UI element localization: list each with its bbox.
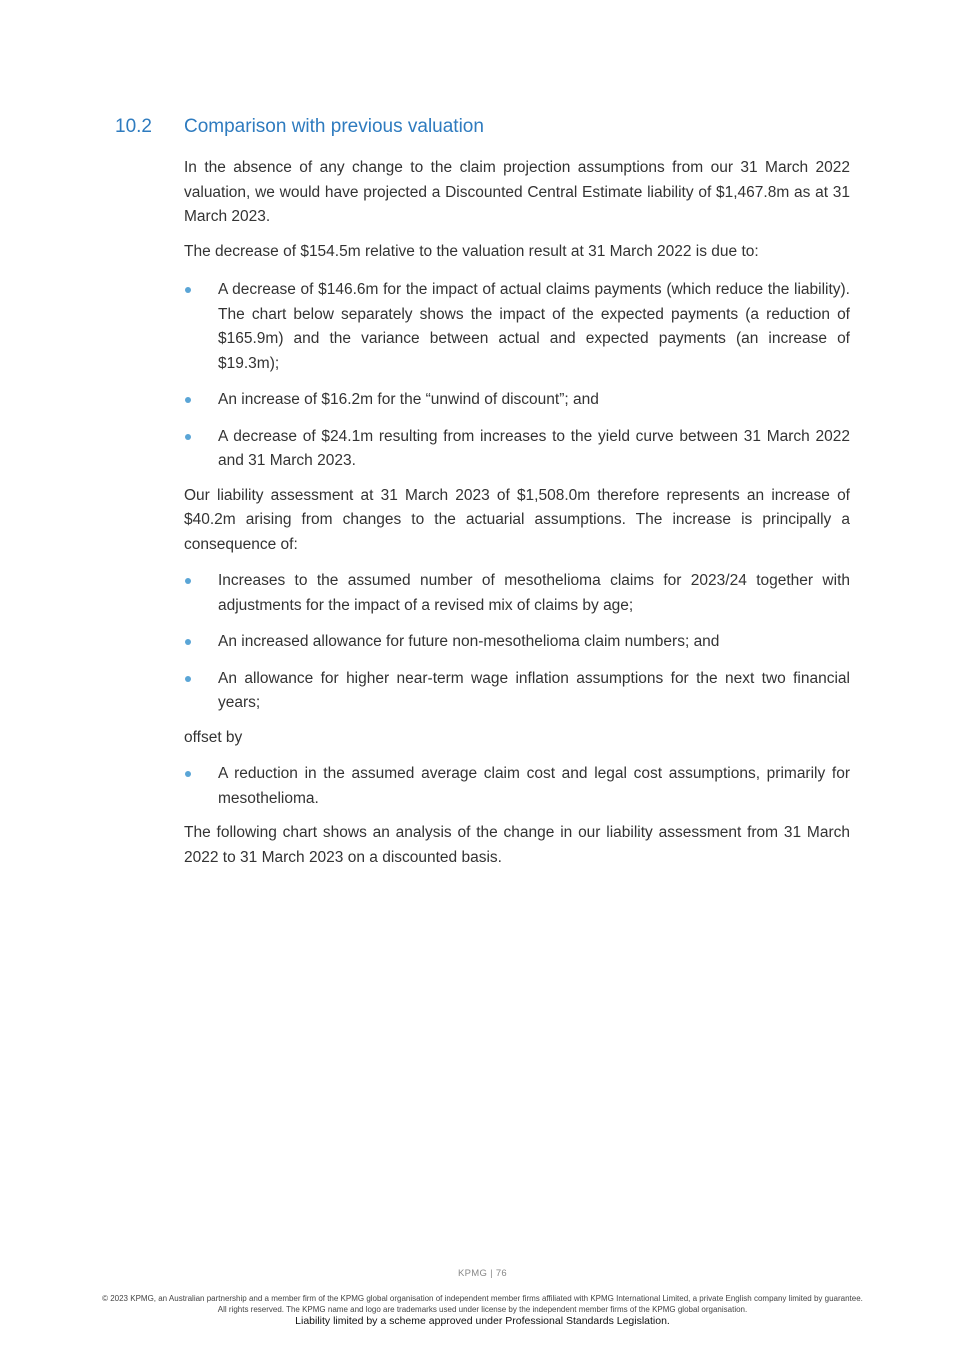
paragraph-liability-assessment: Our liability assessment at 31 March 2023 of $1,508.0m therefore represents an increase of $40.2m arising from changes to the actuarial assumptions. The increase is principally a consequence of:: [184, 486, 850, 553]
bullet-icon: [185, 287, 191, 293]
bullet-icon: [185, 639, 191, 645]
list-item: [184, 667, 850, 716]
list-item: [184, 278, 850, 376]
list-item-text: A decrease of $146.6m for the impact of actual claims payments (which reduce the liability). The chart below separately shows the impact of the expected payments (a reduction of $165.9m) and the variance between actual and expected payments (an increase of $19.3m);: [218, 281, 850, 372]
list-item-text: An allowance for higher near-term wage inflation assumptions for the next two financial years;: [218, 669, 850, 711]
footer-liability: Liability limited by a scheme approved under Professional Standards Legislation.: [295, 1315, 670, 1327]
decrease-bullet-list: [184, 278, 850, 474]
bullet-icon: [185, 771, 191, 777]
list-item-text: A decrease of $24.1m resulting from increases to the yield curve between 31 March 2022 and 31 March 2023.: [218, 427, 850, 469]
list-item: [184, 569, 850, 618]
bullet-icon: [185, 434, 191, 440]
bullet-icon: [185, 676, 191, 682]
list-item: [184, 630, 850, 655]
list-item-text: Increases to the assumed number of mesothelioma claims for 2023/24 together with adjustments for the impact of a revised mix of claims by age;: [218, 572, 850, 614]
paragraph-decrease-intro: The decrease of $154.5m relative to the valuation result at 31 March 2022 is due to:: [184, 242, 759, 260]
paragraph-chart-intro: The following chart shows an analysis of the change in our liability assessment from 31 March 2022 to 31 March 2023 on a discounted basis.: [184, 824, 850, 866]
paragraph-projected-liability: In the absence of any change to the claim projection assumptions from our 31 March 2022 valuation, we would have projected a Discounted Central Estimate liability of $1,467.8m as at 31 March 2023.: [184, 159, 850, 225]
section-number: 10.2: [115, 116, 152, 137]
increase-bullet-list: [184, 569, 850, 716]
footer-page-number: KPMG | 76: [458, 1268, 507, 1279]
footer-copyright: © 2023 KPMG, an Australian partnership and a member firm of the KPMG global organisation of independent member firms affiliated with KPMG International Limited, a private English company limited by guarantee. All rights reserved. The KPMG name and logo are trademarks used under license by the independent member firms of the KPMG global organisation.: [102, 1294, 863, 1314]
paragraph-offset-by: offset by: [184, 728, 243, 746]
list-item: [184, 762, 850, 811]
section-title: Comparison with previous valuation: [184, 116, 484, 137]
list-item: [184, 388, 850, 413]
list-item: [184, 425, 850, 474]
bullet-icon: [185, 397, 191, 403]
body-content: [184, 156, 850, 880]
list-item-text: An increase of $16.2m for the “unwind of discount”; and: [218, 391, 599, 408]
section-heading: [115, 115, 484, 139]
offset-bullet-list: [184, 762, 850, 811]
list-item-text: An increased allowance for future non-mesothelioma claim numbers; and: [218, 633, 720, 650]
bullet-icon: [185, 578, 191, 584]
list-item-text: A reduction in the assumed average claim cost and legal cost assumptions, primarily for mesothelioma.: [218, 765, 850, 807]
